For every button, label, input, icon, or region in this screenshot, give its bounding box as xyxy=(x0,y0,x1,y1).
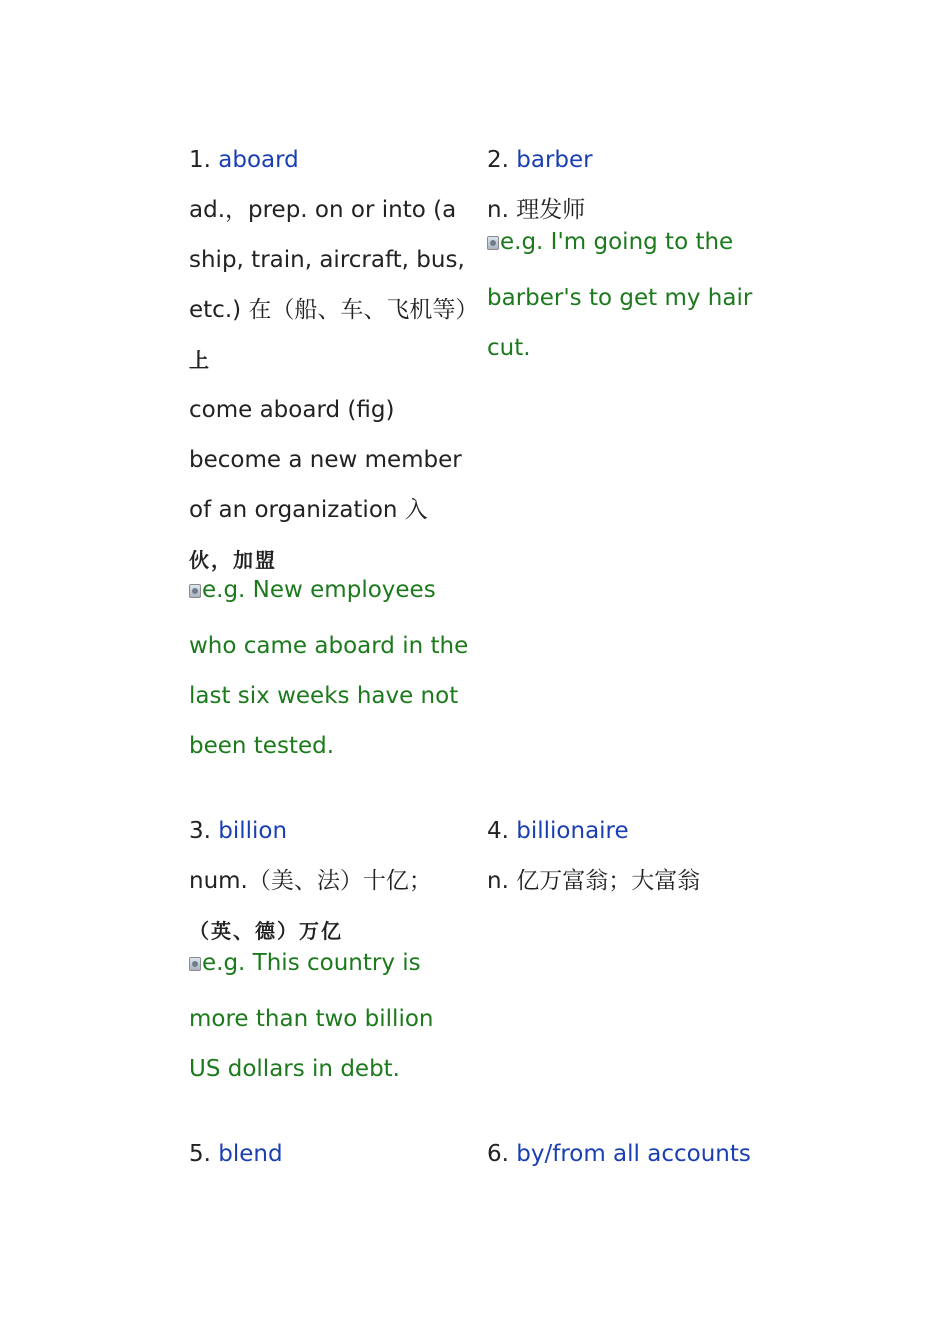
example-line: more than two billion xyxy=(189,1006,434,1032)
entry-2-heading xyxy=(487,145,593,175)
entry-4-heading xyxy=(487,816,629,846)
entry-3-body xyxy=(189,856,469,1094)
entry-3-heading xyxy=(189,816,287,846)
example-line: been tested. xyxy=(189,733,335,759)
headword: blend xyxy=(218,1141,283,1167)
definition-line: n. 亿万富翁；大富翁 xyxy=(487,868,701,894)
small-picture-placeholder-icon xyxy=(487,236,499,250)
headword: by/from all accounts xyxy=(516,1141,751,1167)
entry-1-heading xyxy=(189,145,299,175)
small-picture-placeholder-icon xyxy=(189,957,201,971)
entry-number: 1. xyxy=(189,147,211,173)
headword: billionaire xyxy=(516,818,629,844)
entry-number: 3. xyxy=(189,818,211,844)
definition-line: 上 xyxy=(189,348,211,372)
example-text: e.g. I'm going to the xyxy=(500,229,734,255)
headword: aboard xyxy=(218,147,299,173)
definition-line: of an organization 入 xyxy=(189,497,428,523)
definition-line: （英、德）万亿 xyxy=(189,919,343,943)
headword: barber xyxy=(516,147,593,173)
example-text: e.g. This country is xyxy=(202,950,421,976)
example-line xyxy=(487,227,767,257)
example-text: e.g. New employees xyxy=(202,577,436,603)
definition-line: come aboard (fig) xyxy=(189,397,395,423)
example-line: barber's to get my hair xyxy=(487,285,753,311)
definition-line: ad.，prep. on or into (a xyxy=(189,197,457,223)
example-line: who came aboard in the xyxy=(189,633,469,659)
entry-number: 2. xyxy=(487,147,509,173)
small-picture-placeholder-icon xyxy=(189,584,201,598)
definition-line: become a new member xyxy=(189,447,462,473)
example-line: US dollars in debt. xyxy=(189,1056,400,1082)
headword: billion xyxy=(218,818,288,844)
definition-line: ship, train, aircraft, bus, xyxy=(189,247,465,273)
entry-1-body xyxy=(189,185,479,771)
entry-number: 5. xyxy=(189,1141,211,1167)
entry-2-body xyxy=(487,195,767,373)
example-line: last six weeks have not xyxy=(189,683,459,709)
entry-4-body xyxy=(487,856,767,906)
entry-6-heading xyxy=(487,1139,751,1169)
definition-line: n. 理发师 xyxy=(487,197,586,223)
definition-line: etc.) 在（船、车、飞机等） xyxy=(189,297,479,323)
example-line xyxy=(189,948,469,978)
example-line: cut. xyxy=(487,335,531,361)
example-line xyxy=(189,575,469,605)
entry-5-heading xyxy=(189,1139,283,1169)
definition-line: num.（美、法）十亿； xyxy=(189,868,432,894)
definition-line: 伙，加盟 xyxy=(189,548,277,572)
entry-number: 6. xyxy=(487,1141,509,1167)
entry-number: 4. xyxy=(487,818,509,844)
